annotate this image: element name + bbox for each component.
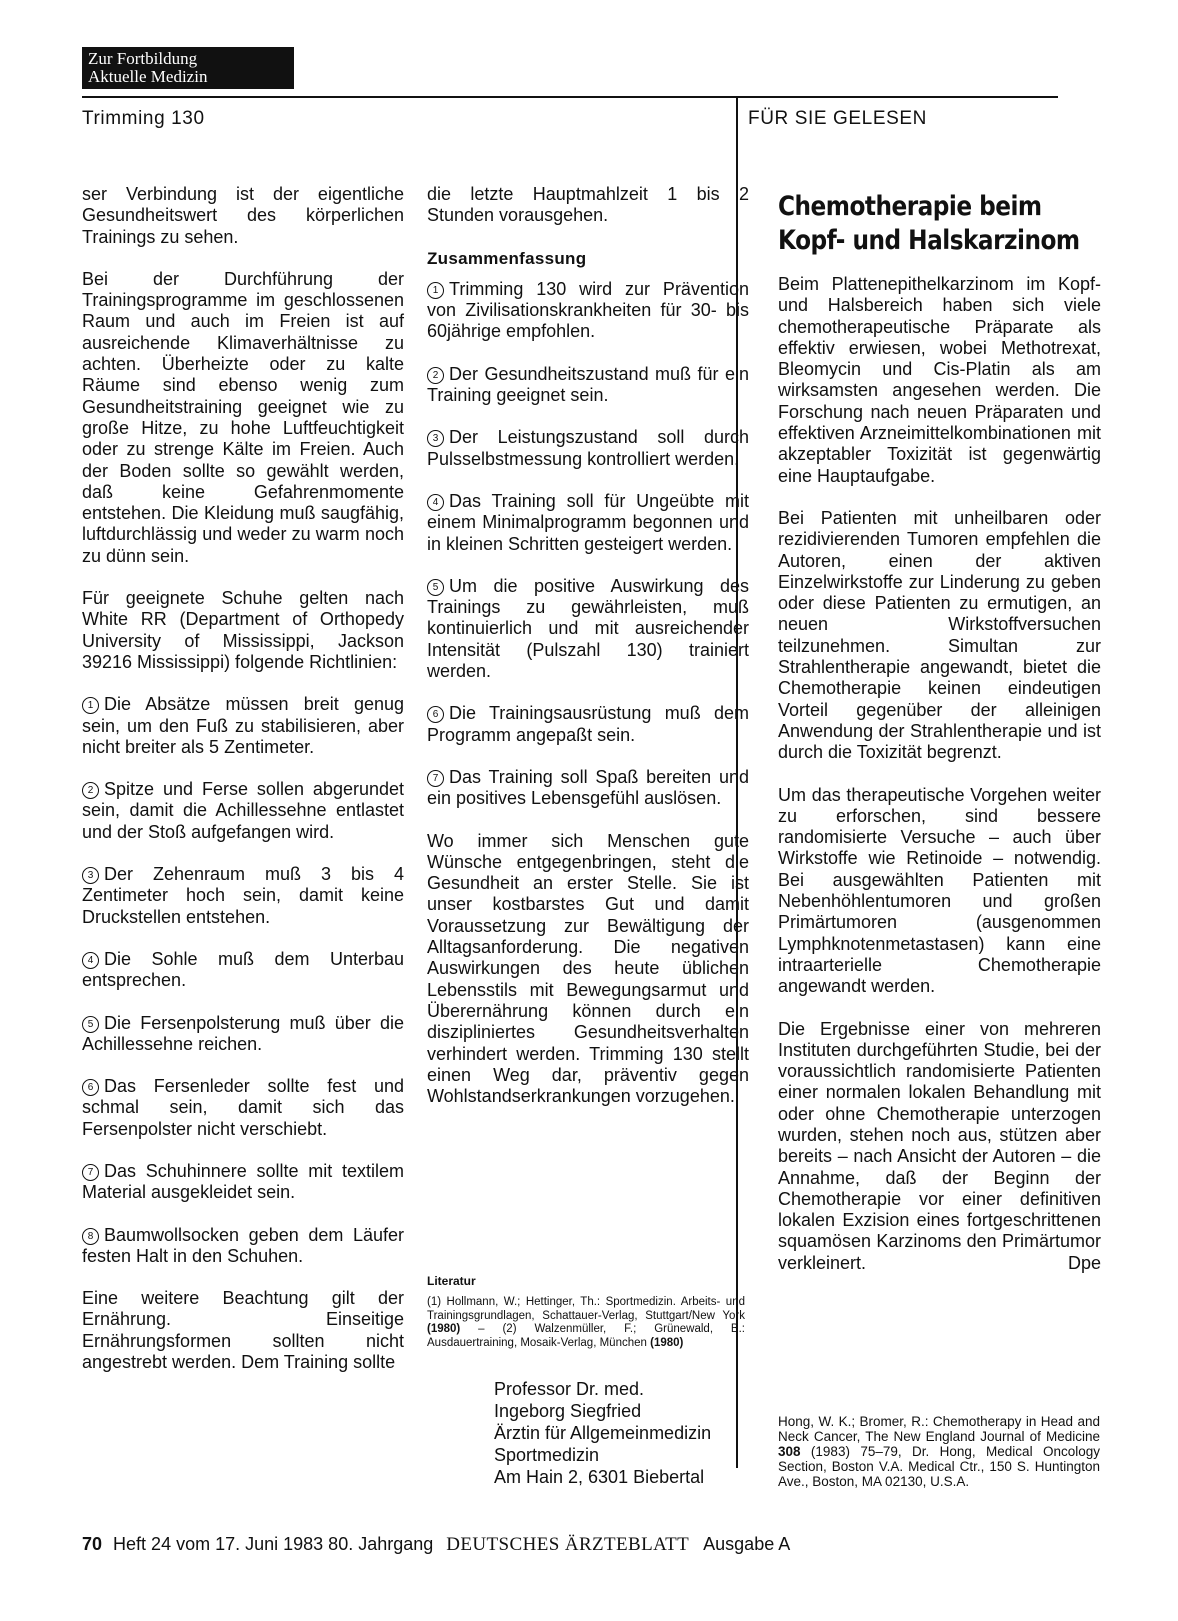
- list-item: 7 Das Training soll Spaß bereiten und ein positives Lebensgefühl auslösen.: [427, 766, 749, 809]
- paragraph: Wo immer sich Menschen gute Wünsche entgegenbringen, steht die Gesundheit an erster Stelle. Sie ist unser kostbarstes Gut und damit Voraussetzung zur Bewältigung der Alltagsanforderung. Die negativen Auswirkungen des heute üblichen Lebensstils mit Bewegungsarmut und Überernährung können durch ein diszipliniertes Gesundheitsverhalten verhindert werden. Trimming 130 stellt einen Weg dar, präventiv gegen Wohlstandserkrankungen vorzugehen.: [427, 830, 749, 1107]
- list-item: 8 Baumwollsocken geben dem Läufer festen Halt in den Schuhen.: [82, 1224, 404, 1266]
- paragraph: die letzte Hauptmahlzeit 1 bis 2 Stunden vorausgehen.: [427, 184, 749, 226]
- edition-label: Ausgabe A: [703, 1534, 791, 1554]
- paragraph: Für geeignete Schuhe gelten nach White RR (Department of Orthopedy University of Mississippi, Jackson 39216 Mississippi) folgende Richtlinien:: [82, 588, 404, 672]
- page-footer: [82, 1534, 790, 1556]
- literature-references: (1) Hollmann, W.; Hettinger, Th.: Sportmedizin. Arbeits- und Trainingsgrundlagen, Schattauer-Verlag, Stuttgart/New York (1980) – (2) Walzenmüller, F.; Grünewald, B.: Ausdauertraining, Mosaik-Verlag, München (1980): [427, 1296, 745, 1349]
- author-line: Am Hain 2, 6301 Biebertal: [494, 1467, 705, 1487]
- list-number: 3: [427, 430, 444, 447]
- literature-heading: Literatur: [427, 1274, 476, 1288]
- list-number: 2: [82, 782, 99, 799]
- list-number: 8: [82, 1228, 99, 1245]
- paragraph: Eine weitere Beachtung gilt der Ernährung. Einseitige Ernährungsformen sollten nicht angestrebt werden. Dem Training sollte: [82, 1288, 404, 1373]
- list-number: 6: [427, 706, 444, 723]
- signature: Dpe: [1067, 1252, 1101, 1273]
- list-item: 5 Um die positive Auswirkung des Trainings zu gewährleisten, muß kontinuierlich und mit ausreichender Intensität (Pulszahl 130) trainiert werden.: [427, 575, 749, 682]
- list-number: 6: [82, 1079, 99, 1096]
- list-number: 3: [82, 867, 99, 884]
- list-item: 5 Die Fersenpolsterung muß über die Achillessehne reichen.: [82, 1012, 404, 1054]
- list-number: 7: [427, 770, 444, 787]
- list-item: 1 Die Absätze müssen breit genug sein, um den Fuß zu stabilisieren, aber nicht breiter als 5 Zentimeter.: [82, 694, 404, 757]
- author-address: [494, 1378, 711, 1488]
- author-line: Sportmedizin: [494, 1445, 600, 1465]
- headline-line: Chemotherapie beim: [778, 191, 1042, 222]
- paragraph: Bei der Durchführung der Trainingsprogramme im geschlossenen Raum und auch im Freien ist auf ausreichende Klimaverhältnisse zu achten. Überheizte oder zu kalte Räume sind ebenso wenig zum Gesundheitstraining geeignet wie zu große Hitze, zu hohe Luftfeuchtigkeit oder zu strenge Kälte im Freien. Auch der Boden sollte so gewählt werden, daß keine Gefahrenmomente entstehen. Die Kleidung muß saugfähig, luftdurchlässig und weder zu warm noch zu dünn sein.: [82, 268, 404, 566]
- list-item: 4 Das Training soll für Ungeübte mit einem Minimalprogramm begonnen und in kleinen Schritten gesteigert werden.: [427, 490, 749, 554]
- running-title-left: Trimming 130: [82, 108, 205, 129]
- list-number: 2: [427, 367, 444, 384]
- list-item: 2 Spitze und Ferse sollen abgerundet sein, damit die Achillessehne entlastet und der Stoß aufgefangen wird.: [82, 779, 404, 842]
- list-item: 6 Das Fersenleder sollte fest und schmal sein, damit sich das Fersenpolster nicht verschiebt.: [82, 1076, 404, 1139]
- journal-name: DEUTSCHES ÄRZTEBLATT: [446, 1534, 690, 1555]
- paragraph: Um das therapeutische Vorgehen weiter zu erforschen, sind bessere randomisierte Versuche – auch über Wirkstoffe wie Retinoide – notwendig. Bei ausgewählten Patienten mit Nebenhöhlentumoren und großen Primärtumoren (ausgenommen Lymphknotenmetastasen) kann eine intraarterielle Chemotherapie angewandt werden.: [778, 784, 1101, 997]
- list-number: 5: [82, 1016, 99, 1033]
- list-item: 7 Das Schuhinnere sollte mit textilem Material ausgekleidet sein.: [82, 1160, 404, 1203]
- section-label-line1: Zur Fortbildung: [88, 49, 198, 68]
- section-label-line2: Aktuelle Medizin: [88, 67, 208, 86]
- page-number: 70: [82, 1534, 103, 1554]
- list-number: 4: [427, 494, 444, 511]
- paragraph: Beim Plattenepithelkarzinom im Kopf- und Halsbereich haben sich viele chemotherapeutische Präparate als effektiv erwiesen, wobei Methotrexat, Bleomycin und Cis-Platin als am wirksamsten angesehen werden. Die Forschung nach neuen Präparaten und effektiven Arzneimittelkombinationen mit akzeptabler Toxizität ist gegenwärtig eine Hauptaufgabe.: [778, 274, 1101, 486]
- author-line: Ingeborg Siegfried: [494, 1401, 642, 1421]
- column-1: [82, 184, 404, 1373]
- list-item: 2 Der Gesundheitszustand muß für ein Training geeignet sein.: [427, 363, 749, 406]
- article-reference: Hong, W. K.; Bromer, R.: Chemotherapy in Head and Neck Cancer, The New England Journal of Medicine 308 (1983) 75–79, Dr. Hong, Medical Oncology Section, Boston V.A. Medical Ctr., 150 S. Huntington Ave., Boston, MA 02130, U.S.A.: [778, 1414, 1100, 1489]
- list-number: 1: [427, 282, 444, 299]
- header-rule: [82, 96, 1058, 98]
- list-item: 1 Trimming 130 wird zur Prävention von Zivilisationskrankheiten für 30- bis 60jährige empfohlen.: [427, 278, 749, 342]
- issue-info: Heft 24 vom 17. Juni 1983 80. Jahrgang: [113, 1534, 434, 1554]
- article-headline: [778, 190, 1080, 258]
- list-item: 4 Die Sohle muß dem Unterbau entsprechen.: [82, 948, 404, 991]
- list-number: 4: [82, 952, 99, 969]
- list-number: 5: [427, 579, 444, 596]
- summary-heading: Zusammenfassung: [427, 248, 587, 268]
- list-item: 3 Der Leistungszustand soll durch Pulsselbstmessung kontrolliert werden.: [427, 427, 749, 469]
- list-number: 7: [82, 1164, 99, 1181]
- author-line: Professor Dr. med.: [494, 1379, 645, 1399]
- running-title-right: FÜR SIE GELESEN: [748, 108, 927, 129]
- column-2: [427, 184, 749, 1107]
- paragraph: Bei Patienten mit unheilbaren oder rezidivierenden Tumoren empfehlen die Autoren, einen der aktiven Einzelwirkstoffe zur Linderung zu geben oder diese Patienten zu ermutigen, an neuen Wirkstoffversuchen teilzunehmen. Simultan zur Strahlentherapie angewandt, bietet die Chemotherapie keinen eindeutigen Vorteil gegenüber der alleinigen Anwendung der Strahlentherapie und ist durch die Toxizität begrenzt.: [778, 507, 1101, 763]
- author-line: Ärztin für Allgemeinmedizin: [494, 1423, 712, 1443]
- section-label-box: [82, 47, 294, 89]
- list-number: 1: [82, 697, 99, 714]
- paragraph: ser Verbindung ist der eigentliche Gesundheitswert des körperlichen Trainings zu sehen.: [82, 184, 404, 247]
- list-item: 6 Die Trainingsausrüstung muß dem Programm angepaßt sein.: [427, 703, 749, 745]
- column-3: [778, 274, 1101, 1274]
- paragraph: Die Ergebnisse einer von mehreren Instituten durchgeführten Studie, bei der voraussichtlich randomisierte Patienten einer normalen lokalen Behandlung mit oder ohne Chemotherapie unterzogen wurden, stehen noch aus, stützen aber bereits – nach Ansicht der Autoren – die Annahme, daß der Beginn der Chemotherapie vor einer definitiven lokalen Exzision eines fortgeschrittenen squamösen Karzinoms den Primärtumor verkleinert. Dpe: [778, 1018, 1101, 1273]
- headline-line: Kopf- und Halskarzinom: [778, 225, 1080, 256]
- list-item: 3 Der Zehenraum muß 3 bis 4 Zentimeter hoch sein, damit keine Druckstellen entstehen.: [82, 864, 404, 927]
